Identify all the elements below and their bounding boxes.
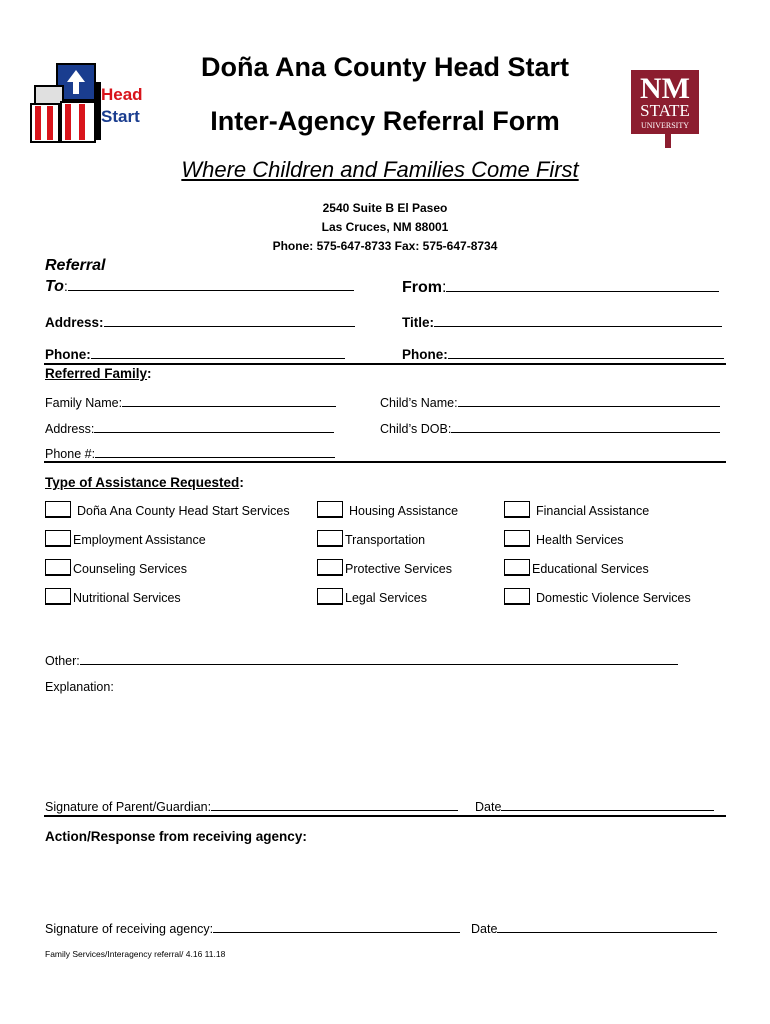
- explanation-label: Explanation:: [45, 680, 114, 694]
- section-divider-3: [44, 815, 726, 817]
- section-divider-1: [44, 363, 726, 365]
- footer-text: Family Services/Interagency referral/ 4.16 11.18: [45, 949, 226, 959]
- checkbox[interactable]: [317, 559, 343, 576]
- section-divider-2: [44, 461, 726, 463]
- child-dob-field[interactable]: Child’s DOB:: [380, 419, 720, 436]
- checkbox[interactable]: [317, 501, 343, 518]
- checkbox[interactable]: [45, 530, 71, 547]
- checkbox-transportation[interactable]: Transportation: [317, 530, 425, 547]
- checkbox[interactable]: [45, 501, 71, 518]
- svg-text:Head: Head: [101, 85, 143, 104]
- checkbox[interactable]: [317, 530, 343, 547]
- checkbox[interactable]: [504, 501, 530, 518]
- checkbox-educational-services[interactable]: Educational Services: [504, 559, 649, 576]
- checkbox-housing-assistance[interactable]: Housing Assistance: [317, 501, 458, 518]
- action-response-heading: Action/Response from receiving agency:: [45, 829, 307, 844]
- checkbox-protective-services[interactable]: Protective Services: [317, 559, 452, 576]
- parent-date-field[interactable]: Date: [475, 797, 714, 814]
- assistance-heading: Type of Assistance Requested:: [45, 475, 244, 490]
- other-field[interactable]: Other:: [45, 651, 678, 668]
- address-line1: 2540 Suite B El Paseo: [322, 201, 448, 215]
- phone-fax: Phone: 575-647-8733 Fax: 575-647-8734: [272, 239, 498, 253]
- svg-text:Start: Start: [101, 107, 140, 126]
- address-field[interactable]: Address:: [45, 313, 355, 330]
- form-title-line2: Inter-Agency Referral Form: [210, 106, 560, 136]
- checkbox[interactable]: [45, 559, 71, 576]
- family-phone-field[interactable]: Phone #:: [45, 444, 335, 461]
- checkbox-domestic-violence-services[interactable]: Domestic Violence Services: [504, 588, 691, 605]
- svg-text:NM: NM: [640, 72, 690, 105]
- agency-signature-field[interactable]: Signature of receiving agency:: [45, 919, 460, 936]
- child-name-field[interactable]: Child’s Name:: [380, 393, 720, 410]
- parent-signature-field[interactable]: Signature of Parent/Guardian:: [45, 797, 458, 814]
- family-name-field[interactable]: Family Name:: [45, 393, 336, 410]
- family-address-field[interactable]: Address:: [45, 419, 334, 436]
- checkbox[interactable]: [504, 588, 530, 605]
- referred-family-heading: Referred Family:: [45, 366, 152, 381]
- checkbox[interactable]: [504, 559, 530, 576]
- title-field[interactable]: Title:: [402, 313, 722, 330]
- phone-field-left[interactable]: Phone:: [45, 345, 345, 362]
- to-field[interactable]: To:: [45, 277, 354, 296]
- checkbox-health-services[interactable]: Health Services: [504, 530, 624, 547]
- checkbox-legal-services[interactable]: Legal Services: [317, 588, 427, 605]
- from-field[interactable]: From:: [402, 278, 719, 297]
- tagline: Where Children and Families Come First: [181, 157, 579, 182]
- checkbox[interactable]: [504, 530, 530, 547]
- checkbox-nutritional-services[interactable]: Nutritional Services: [45, 588, 181, 605]
- agency-date-field[interactable]: Date: [471, 919, 717, 936]
- checkbox[interactable]: [317, 588, 343, 605]
- checkbox-employment-assistance[interactable]: Employment Assistance: [45, 530, 206, 547]
- svg-text:STATE: STATE: [640, 101, 690, 120]
- address-line2: Las Cruces, NM 88001: [321, 220, 449, 234]
- referral-label: Referral: [45, 257, 106, 274]
- checkbox-counseling-services[interactable]: Counseling Services: [45, 559, 187, 576]
- phone-field-right[interactable]: Phone:: [402, 345, 724, 362]
- svg-text:UNIVERSITY: UNIVERSITY: [641, 121, 689, 130]
- checkbox-financial-assistance[interactable]: Financial Assistance: [504, 501, 649, 518]
- checkbox[interactable]: [45, 588, 71, 605]
- form-title-line1: Doña Ana County Head Start: [200, 52, 570, 82]
- checkbox-head-start-services[interactable]: Doña Ana County Head Start Services: [45, 501, 290, 518]
